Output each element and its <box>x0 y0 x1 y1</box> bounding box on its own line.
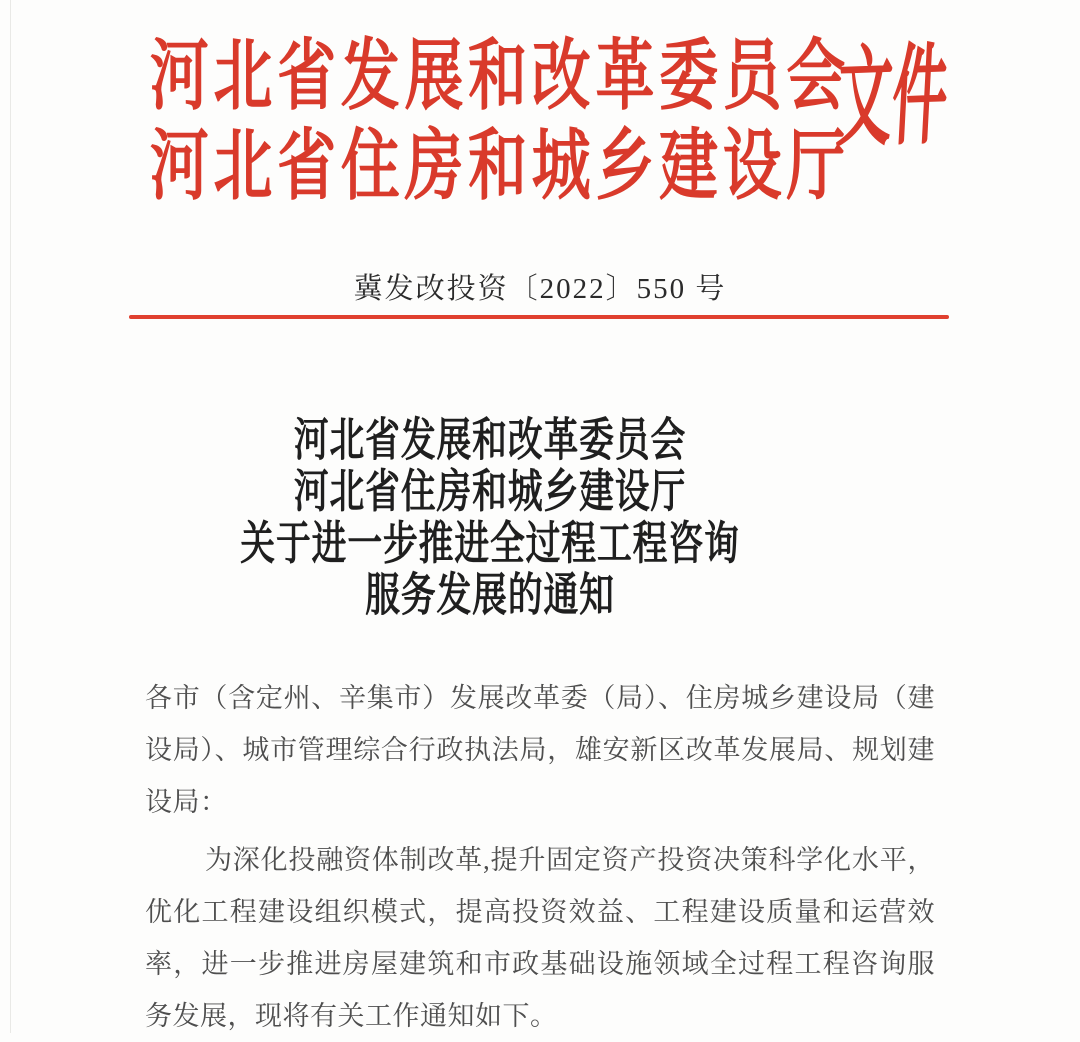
body-text-line: 优化工程建设组织模式，提高投资效益、工程建设质量和运营效 <box>145 897 935 927</box>
red-divider-rule <box>129 315 949 319</box>
document-reference-number: 冀发改投资〔2022〕550 号 <box>353 273 727 305</box>
document-type-marker: 文件 <box>833 35 951 161</box>
body-text-line: 设局： <box>145 787 228 817</box>
letterhead <box>82 32 918 212</box>
body-text-line: 设局）、城市管理综合行政执法局，雄安新区改革发展局、规划建 <box>145 735 935 765</box>
body-text-line: 各市（含定州、辛集市）发展改革委（局）、住房城乡建设局（建 <box>145 683 935 713</box>
title-line-1: 河北省发展和改革委员会 <box>293 414 687 466</box>
document-title <box>194 414 786 621</box>
agency-name-line-2: 河北省住房和城乡建设厅 <box>149 124 851 210</box>
scan-edge-artifact <box>10 0 11 1033</box>
title-line-4: 服务发展的通知 <box>365 569 615 621</box>
body-text-line: 率，进一步推进房屋建筑和市政基础设施领域全过程工程咨询服 <box>145 949 935 979</box>
title-line-3: 关于进一步推进全过程工程咨询 <box>240 517 740 570</box>
body-paragraph <box>145 834 935 1042</box>
body-text-line: 务发展，现将有关工作通知如下。 <box>145 1001 558 1031</box>
title-line-2: 河北省住房和城乡建设厅 <box>293 465 687 518</box>
document-body <box>145 672 935 1042</box>
recipients-paragraph <box>145 672 935 828</box>
agency-name-line-1: 河北省发展和改革委员会 <box>149 34 851 120</box>
body-text-line: 为深化投融资体制改革,提升固定资产投资决策科学化水平， <box>205 845 935 875</box>
